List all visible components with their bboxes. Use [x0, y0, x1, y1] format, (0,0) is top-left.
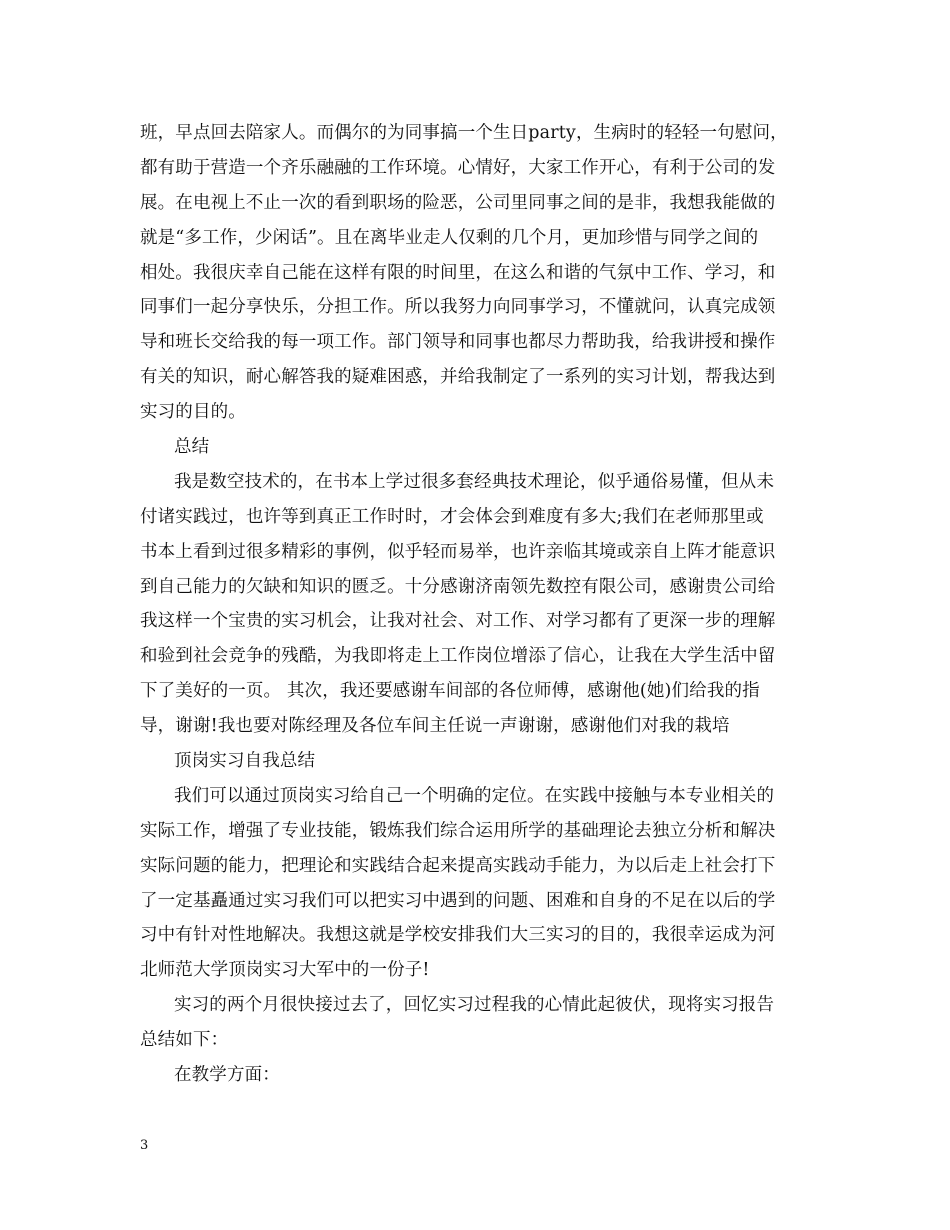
- text-line: 都有助于营造一个齐乐融融的工作环境。心情好，大家工作开心，有利于公司的发: [140, 157, 776, 178]
- section-heading-summary: 总结: [174, 437, 210, 458]
- text-line: 付诸实践过，也许等到真正工作时时，才会体会到难度有多大;我们在老师那里或: [140, 506, 764, 527]
- text-line: 我这样一个宝贵的实习机会，让我对社会、对工作、对学习都有了更深一步的理解: [140, 611, 776, 632]
- text-line: 导和班长交给我的每一项工作。部门领导和同事也都尽力帮助我，给我讲授和操作: [140, 332, 776, 353]
- text-line: 班，早点回去陪家人。而偶尔的为同事搞一个生日party，生病时的轻轻一句慰问，: [140, 123, 788, 143]
- text-line: 总结如下：: [140, 1030, 229, 1051]
- text-line: 实习的两个月很快接过去了，回忆实习过程我的心情此起彼伏，现将实习报告: [174, 995, 775, 1016]
- text-line: 下了美好的一页。 其次，我还要感谢车间部的各位师傅，感谢他(她)们给我的指: [140, 681, 760, 702]
- section-heading-internship-summary: 顶岗实习自我总结: [174, 751, 316, 772]
- text-line: 我是数空技术的，在书本上学过很多套经典技术理论，似乎通俗易懂，但从未: [174, 471, 775, 492]
- text-line: 习中有针对性地解决。我想这就是学校安排我们大三实习的目的，我很幸运成为河: [140, 925, 776, 946]
- text-line: 展。在电视上不止一次的看到职场的险恶，公司里同事之间的是非，我想我能做的: [140, 192, 776, 213]
- text-line: 实际工作，增强了专业技能，锻炼我们综合运用所学的基础理论去独立分析和解决: [140, 820, 776, 841]
- text-line: 实习的目的。: [140, 402, 246, 423]
- text-line: 实际问题的能力，把理论和实践结合起来提高实践动手能力，为以后走上社会打下: [140, 855, 776, 876]
- document-body: [140, 116, 816, 1093]
- text-line: 就是“多工作，少闲话”。且在离毕业走人仅剩的几个月，更加珍惜与同学之间的: [140, 227, 759, 248]
- text-line: 我们可以通过顶岗实习给自己一个明确的定位。在实践中接触与本专业相关的: [174, 785, 775, 806]
- text-line: 同事们一起分享快乐，分担工作。所以我努力向同事学习，不懂就问，认真完成领: [140, 297, 776, 318]
- text-line: 导，谢谢!我也要对陈经理及各位车间主任说一声谢谢，感谢他们对我的栽培: [140, 716, 730, 737]
- text-line: 相处。我很庆幸自己能在这样有限的时间里，在这么和谐的气氛中工作、学习，和: [140, 262, 776, 283]
- text-line: 和验到社会竞争的残酷，为我即将走上工作岗位增添了信心，让我在大学生活中留: [140, 646, 776, 667]
- text-line: 有关的知识，耐心解答我的疑难困惑，并给我制定了一系列的实习计划，帮我达到: [140, 367, 776, 388]
- text-line: 到自己能力的欠缺和知识的匮乏。十分感谢济南领先数控有限公司，感谢贵公司给: [140, 576, 776, 597]
- section-heading-teaching: 在教学方面：: [174, 1065, 280, 1086]
- page-number: 3: [140, 1138, 149, 1153]
- text-line: 北师范大学顶岗实习大军中的一份子!: [140, 960, 430, 981]
- text-line: 了一定基矗通过实习我们可以把实习中遇到的问题、困难和自身的不足在以后的学: [140, 890, 776, 911]
- text-line: 书本上看到过很多精彩的事例，似乎轻而易举，也许亲临其境或亲自上阵才能意识: [140, 541, 776, 562]
